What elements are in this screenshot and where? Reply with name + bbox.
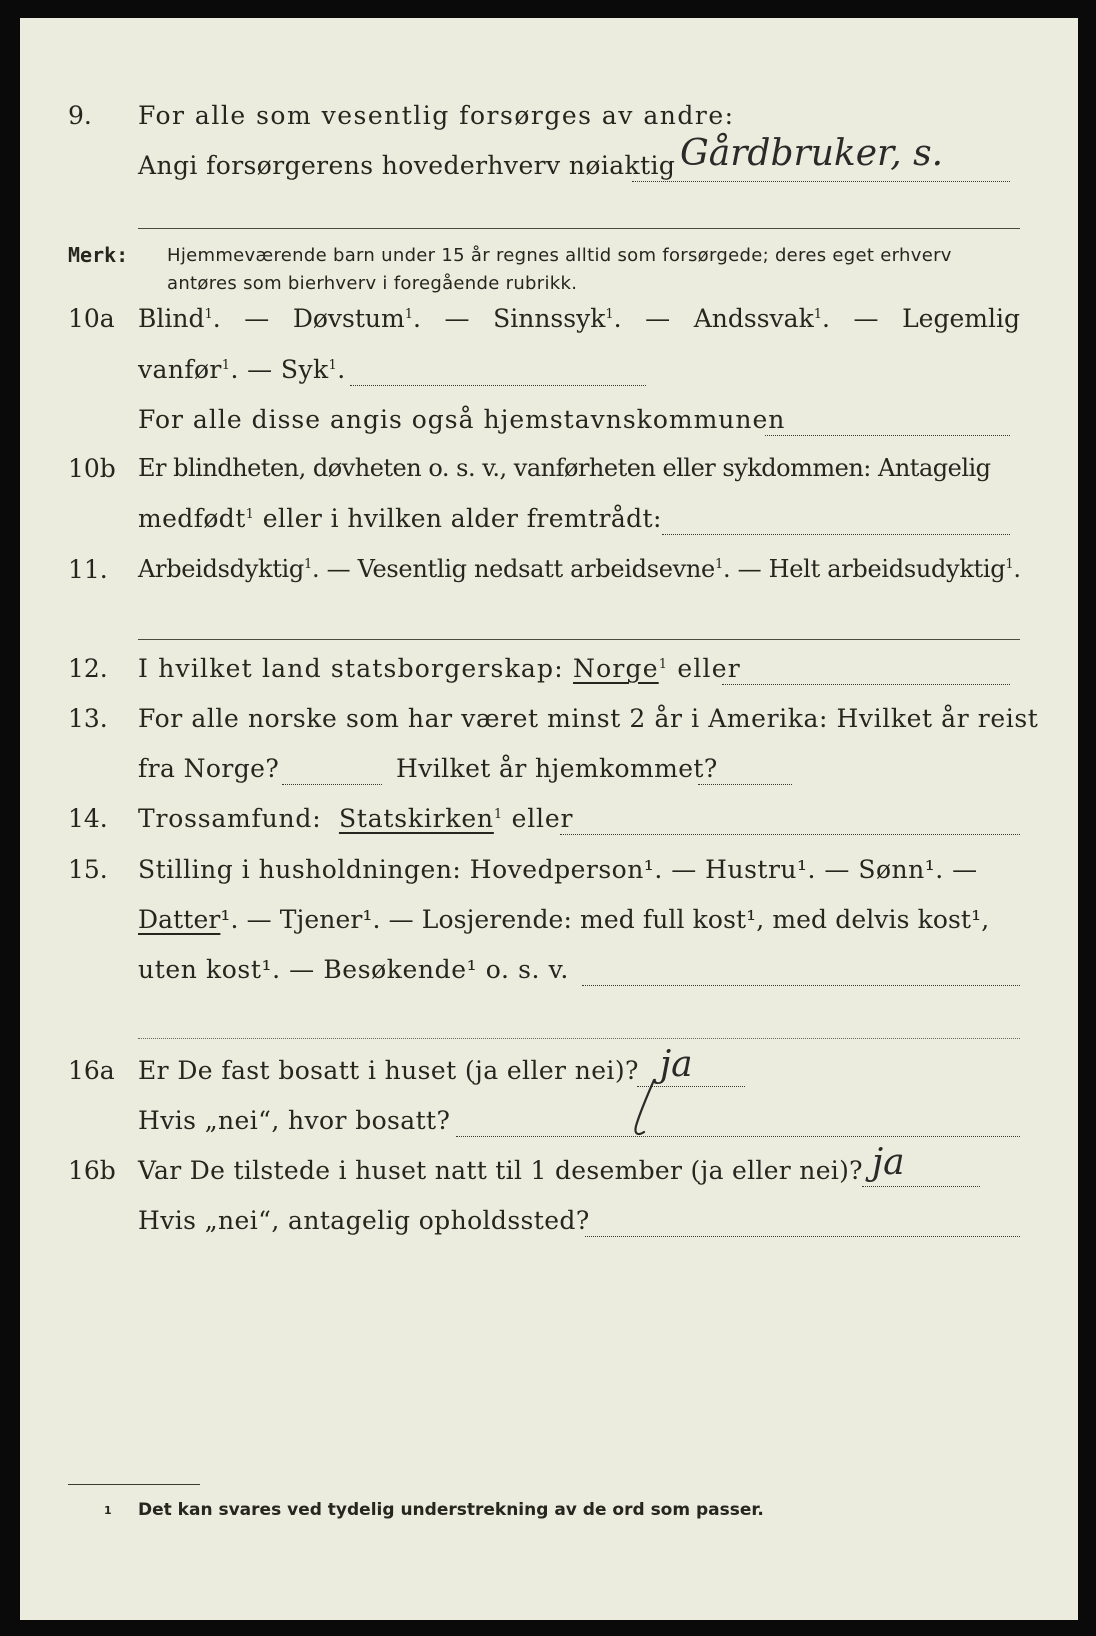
q14-label: Trossamfund: xyxy=(138,804,322,833)
q10b-row2 xyxy=(20,504,1078,538)
q14-row xyxy=(20,804,1078,838)
q11-options: Arbeidsdyktig$^1$. — Vesentlig nedsatt arbeidsevne$^1$. — Helt arbeidsudyktig$^1$. xyxy=(138,555,1021,583)
q14-eller: eller xyxy=(511,804,574,833)
q9-answer-line[interactable] xyxy=(632,181,1010,182)
option-dovstum[interactable]: Døvstum$^1$. xyxy=(292,304,421,333)
q13-departed-label: fra Norge? xyxy=(138,754,280,783)
q13-returned-label: Hvilket år hjemkommet? xyxy=(396,754,718,783)
q10a-home-municipality-label: For alle disse angis også hjemstavnskommunen xyxy=(138,405,786,434)
q9-row1 xyxy=(20,101,1078,135)
divider xyxy=(138,228,1020,229)
q16b-row1 xyxy=(20,1142,1078,1190)
option-blind[interactable]: Blind$^1$. xyxy=(138,304,221,333)
q12-number: 12. xyxy=(68,654,108,683)
q10b-number: 10b xyxy=(68,454,116,483)
q10b-row1 xyxy=(20,454,1078,488)
merk-label: Merk: xyxy=(68,243,129,267)
q16a-residence-line[interactable] xyxy=(456,1136,1020,1137)
divider xyxy=(138,1038,1020,1039)
dash: — xyxy=(244,304,270,333)
option-legemlig[interactable]: Legemlig xyxy=(902,304,1020,333)
q14-faith-line[interactable] xyxy=(560,834,1020,835)
q9-handwritten-answer: Gårdbruker, s. xyxy=(680,133,944,174)
q13-row1 xyxy=(20,704,1078,738)
option-medfodt[interactable]: medfødt xyxy=(138,504,246,533)
q14-text: Trossamfund: Statskirken$^1$ eller xyxy=(138,804,574,833)
q10a-options xyxy=(138,304,1020,333)
q15-row2 xyxy=(20,905,1078,939)
q11-number: 11. xyxy=(68,555,108,584)
q12-label: I hvilket land statsborgerskap: xyxy=(138,654,564,683)
q15-line3: uten kost¹. — Besøkende¹ o. s. v. xyxy=(138,955,569,984)
option-arbeidsudyktig[interactable]: — Helt arbeidsudyktig xyxy=(737,555,1006,583)
q15-row3 xyxy=(20,955,1078,989)
q15-number: 15. xyxy=(68,855,108,884)
q16a-residence-label: Hvis „nei“, hvor bosatt? xyxy=(138,1106,451,1135)
q12-eller: eller xyxy=(677,654,741,683)
option-arbeidsdyktig[interactable]: Arbeidsdyktig xyxy=(138,555,304,583)
option-nedsatt-arbeidsevne[interactable]: — Vesentlig nedsatt arbeidsevne xyxy=(326,555,715,583)
option-syk[interactable]: — Syk xyxy=(247,355,329,384)
q10a-syk-line[interactable] xyxy=(350,385,646,386)
q13-text: For alle norske som har været minst 2 år i Amerika: Hvilket år reist xyxy=(138,704,1039,733)
q10a-line2: vanfør$^1$. — Syk$^1$. xyxy=(138,355,346,384)
dash: — xyxy=(444,304,470,333)
footnote-rule xyxy=(68,1484,200,1485)
q16a-row2 xyxy=(20,1106,1078,1140)
option-andssvak[interactable]: Andssvak$^1$. xyxy=(693,304,830,333)
q15-other-line[interactable] xyxy=(582,985,1020,986)
q15-text: Stilling i husholdningen: Hovedperson¹. — Hustru¹. — Sønn¹. — xyxy=(138,855,978,884)
q10a-home-line[interactable] xyxy=(765,435,1010,436)
q13-row2 xyxy=(20,754,1078,788)
census-form-page xyxy=(20,18,1078,1620)
q14-number: 14. xyxy=(68,804,108,833)
q10b-line2: medfødt$^1$ eller i hvilken alder fremtrådt: xyxy=(138,504,662,533)
q16b-handwritten-answer: ja xyxy=(872,1142,905,1183)
q10b-age-label: eller i hvilken alder fremtrådt: xyxy=(262,504,662,533)
q16b-number: 16b xyxy=(68,1156,116,1185)
footnote-text: Det kan svares ved tydelig understrekning av de ord som passer. xyxy=(138,1500,764,1520)
q12-text: I hvilket land statsborgerskap: Norge$^1$ eller xyxy=(138,654,741,683)
merk-note-line2: antøres som bierhverv i foregående rubrikk. xyxy=(167,273,578,294)
option-vanfor[interactable]: vanfør xyxy=(138,355,222,384)
q9-text: For alle som vesentlig forsørges av andre: xyxy=(138,101,735,130)
q16b-whereabouts-label: Hvis „nei“, antagelig opholdssted? xyxy=(138,1206,590,1235)
q13-departed-line[interactable] xyxy=(282,784,382,785)
q10a-row3 xyxy=(20,405,1078,439)
option-norge[interactable]: Norge xyxy=(573,654,659,683)
q9-number: 9. xyxy=(68,101,92,130)
q11-row xyxy=(20,555,1078,589)
divider xyxy=(138,639,1020,640)
q13-number: 13. xyxy=(68,704,108,733)
q10a-row1 xyxy=(20,304,1078,338)
option-datter[interactable]: Datter xyxy=(138,905,221,934)
q16a-row1 xyxy=(20,1044,1078,1090)
q9-occupation-label: Angi forsørgerens hovederhverv nøiaktig xyxy=(138,151,676,180)
q16b-row2 xyxy=(20,1206,1078,1240)
q16a-handwritten-answer: ja xyxy=(660,1044,693,1085)
q9-row2 xyxy=(20,133,1078,185)
q10b-text: Er blindheten, døvheten o. s. v., vanførheten eller sykdommen: Antagelig xyxy=(138,454,991,482)
q15-line2-options: ¹. — Tjener¹. — Losjerende: med full kost¹, med delvis kost¹, xyxy=(220,905,990,934)
q12-row xyxy=(20,654,1078,688)
q16b-whereabouts-line[interactable] xyxy=(585,1236,1020,1237)
q10b-age-line[interactable] xyxy=(662,534,1010,535)
footnote-mark: 1 xyxy=(104,1504,112,1517)
q15-line2 xyxy=(138,905,989,934)
option-statskirken[interactable]: Statskirken xyxy=(338,804,494,833)
q10a-row2 xyxy=(20,355,1078,389)
q12-country-line[interactable] xyxy=(722,684,1010,685)
dash: — xyxy=(853,304,879,333)
q16b-answer-line[interactable] xyxy=(862,1186,980,1187)
q16a-number: 16a xyxy=(68,1056,115,1085)
handwritten-ditto-mark xyxy=(620,1078,660,1140)
option-sinnssyk[interactable]: Sinnssyk$^1$. xyxy=(493,304,622,333)
merk-note-line1: Hjemmeværende barn under 15 år regnes alltid som forsørgede; deres eget erhverv xyxy=(167,245,952,266)
q13-returned-line[interactable] xyxy=(698,784,792,785)
dash: — xyxy=(645,304,671,333)
q16b-text: Var De tilstede i huset natt til 1 desember (ja eller nei)? xyxy=(138,1156,863,1185)
q15-row1 xyxy=(20,855,1078,889)
q16a-text: Er De fast bosatt i huset (ja eller nei)? xyxy=(138,1056,639,1085)
q10a-number: 10a xyxy=(68,304,115,333)
